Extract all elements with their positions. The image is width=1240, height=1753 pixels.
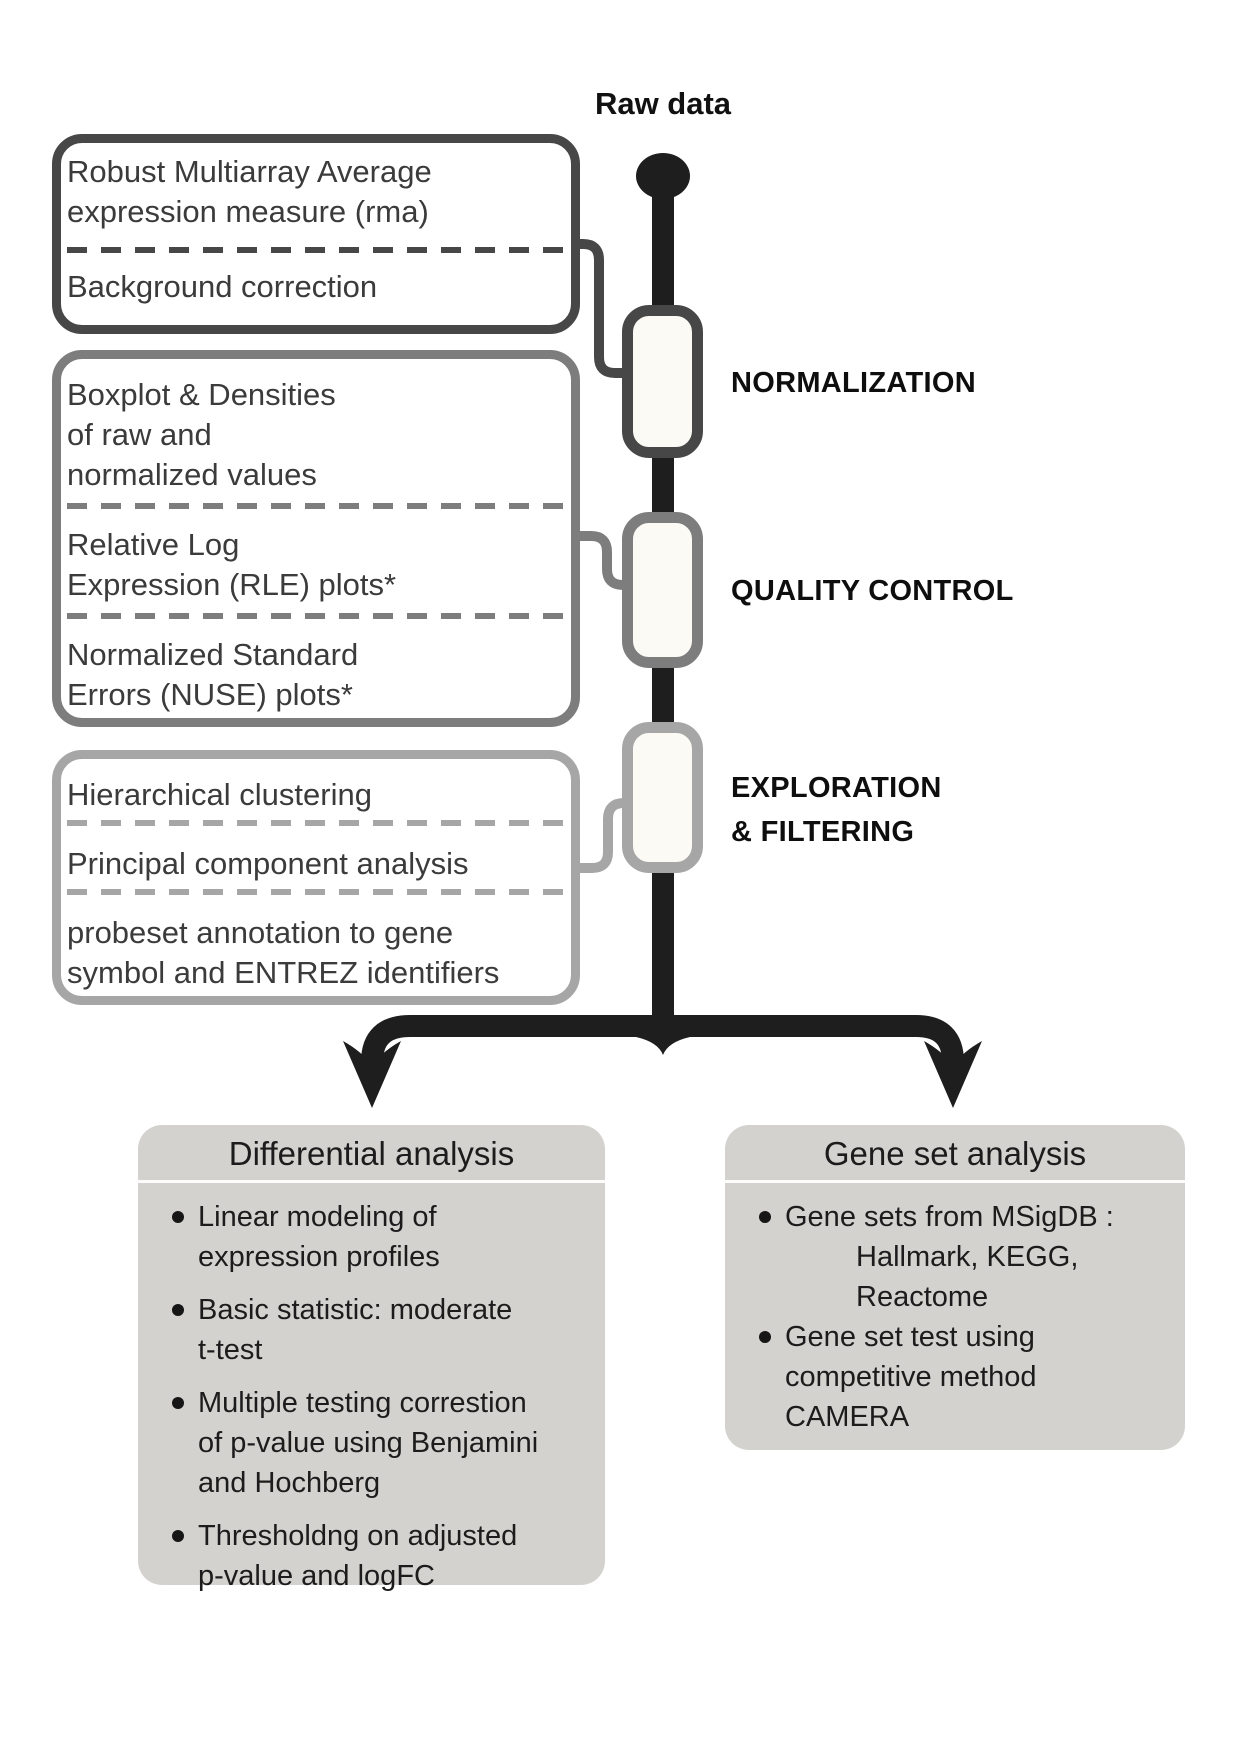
text-line: normalized values [67,457,317,492]
text-line: Robust Multiarray Average [67,154,432,189]
text-line: Relative Log [67,527,240,562]
title-separator [725,1180,1185,1183]
panel-title: Gene set analysis [823,1135,1087,1172]
differential-analysis-panel [138,1125,605,1592]
stage-node-normalization [622,305,703,458]
text-line: Linear modeling of [198,1201,437,1233]
bullet-icon [172,1397,184,1409]
bullet-icon [172,1530,184,1542]
list-item [759,1317,1175,1437]
text-line: Errors (NUSE) plots* [67,677,353,712]
text-line: Normalized Standard [67,637,359,672]
text-line: Principal component analysis [67,846,469,881]
raw-data-label: Raw data [594,86,732,121]
branch-cusp [636,1022,690,1055]
text-line: Hierarchical clustering [67,777,372,812]
list-item [759,1197,1175,1317]
panel-title: Differential analysis [228,1135,515,1172]
text-line: t-test [198,1334,263,1366]
text-line: and Hochberg [198,1467,381,1499]
stage-label-normalization: NORMALIZATION [731,367,976,399]
stage-node-exploration [622,722,703,873]
text-line: expression measure (rma) [67,194,429,229]
bullet-icon [759,1331,771,1343]
bullet-icon [759,1211,771,1223]
bullet-icon [172,1304,184,1316]
connector-quality-control [577,536,623,585]
stage-node-quality-control [622,512,703,668]
stage-label-quality-control: QUALITY CONTROL [731,575,1014,607]
connector-normalization [575,244,623,373]
bullet-list [138,1197,605,1596]
stage-label-exploration-filtering [731,766,942,854]
text-line: expression profiles [198,1241,440,1273]
bullet-icon [172,1211,184,1223]
list-item [172,1516,595,1596]
text-line: Gene set test using [785,1321,1035,1353]
text-line: symbol and ENTREZ identifiers [67,955,500,990]
text-line: Multiple testing correstion [198,1387,527,1419]
text-line: Gene sets from MSigDB : [785,1201,1114,1233]
text-line: Expression (RLE) plots* [67,567,397,602]
text-line: Boxplot & Densities [67,377,336,412]
connector-exploration [577,803,624,868]
raw-data-dot-icon [636,153,690,199]
list-item [172,1197,595,1277]
title-separator [138,1180,605,1183]
list-item [172,1383,595,1503]
text-line: Thresholdng on adjusted [198,1520,518,1552]
bullet-list [725,1197,1185,1437]
text-line: & FILTERING [731,816,915,848]
text-line: Background correction [67,269,378,304]
list-item [172,1290,595,1370]
text-line: EXPLORATION [731,772,942,804]
text-line: of p-value using Benjamini [198,1427,539,1459]
text-line: Reactome [856,1281,989,1313]
text-line: p-value and logFC [198,1560,435,1592]
text-line: competitive method [785,1361,1037,1393]
text-line: probeset annotation to gene [67,915,454,950]
text-line: CAMERA [785,1401,910,1433]
gene-set-analysis-panel [725,1125,1185,1450]
text-line: Hallmark, KEGG, [856,1241,1079,1273]
text-line: Basic statistic: moderate [198,1294,513,1326]
text-line: of raw and [67,417,212,452]
